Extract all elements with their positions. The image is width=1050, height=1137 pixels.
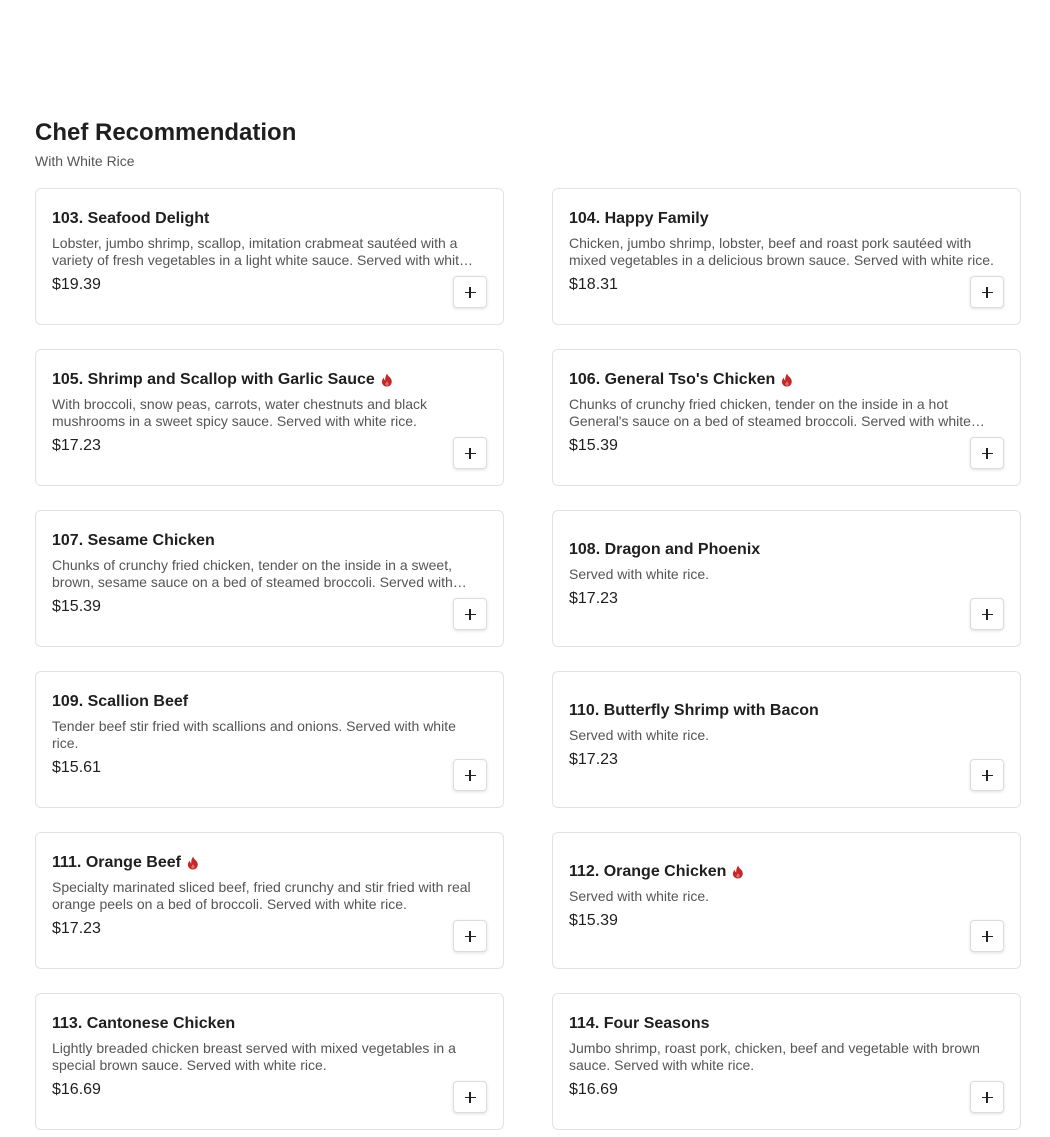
menu-item-name: 103. Seafood Delight (52, 210, 210, 227)
menu-item-name: 107. Sesame Chicken (52, 532, 215, 549)
menu-item-name: 112. Orange Chicken (569, 862, 727, 880)
plus-icon (982, 1092, 993, 1103)
menu-item-price: $17.23 (569, 750, 618, 768)
add-to-cart-button[interactable] (453, 437, 487, 469)
plus-icon (465, 931, 476, 942)
menu-item-name-row (52, 1013, 487, 1035)
add-to-cart-button[interactable] (970, 437, 1004, 469)
menu-item-name: 114. Four Seasons (569, 1015, 710, 1032)
menu-item-name: 110. Butterfly Shrimp with Bacon (569, 701, 819, 719)
menu-item-description: Lobster, jumbo shrimp, scallop, imitation crabmeat sautéed with a variety of fresh vegetables in a light white sauce. Served with white (52, 235, 467, 268)
add-to-cart-button[interactable] (453, 1081, 487, 1113)
menu-item-name: 106. General Tso's Chicken (569, 371, 776, 388)
plus-icon (465, 609, 476, 620)
section-title: Chef Recommendation (35, 119, 297, 146)
menu-item-description: Lightly breaded chicken breast served with mixed vegetables in a special brown sauce. Served with white rice. (52, 1040, 456, 1073)
menu-item-card[interactable] (35, 188, 504, 325)
flame-icon (732, 865, 744, 879)
plus-icon (982, 448, 993, 459)
menu-item-name-row (52, 208, 487, 230)
menu-item-name: 113. Cantonese Chicken (52, 1015, 236, 1032)
menu-item-name-row (52, 530, 487, 552)
add-to-cart-button[interactable] (453, 920, 487, 952)
menu-item-description: Jumbo shrimp, roast pork, chicken, beef and vegetable with brown sauce. Served with white rice. (569, 1040, 980, 1073)
flame-icon (381, 373, 393, 387)
menu-item-description: Chicken, jumbo shrimp, lobster, beef and roast pork sautéed with mixed vegetables in a delicious brown sauce. Served with white rice. (569, 235, 994, 268)
plus-icon (982, 609, 993, 620)
menu-item-name-row (569, 861, 1004, 883)
menu-item-card[interactable] (552, 349, 1021, 486)
menu-item-name-row (52, 369, 487, 391)
menu-item-description: Chunks of crunchy fried chicken, tender on the inside in a hot General's sauce on a bed of steamed broccoli. Served with white (569, 396, 971, 429)
menu-item-grid (35, 188, 1021, 1130)
menu-item-name: 111. Orange Beef (52, 854, 181, 871)
menu-item-price: $19.39 (52, 276, 101, 293)
menu-item-description: Served with white rice. (569, 887, 710, 904)
menu-item-name-row (52, 691, 487, 713)
add-to-cart-button[interactable] (970, 759, 1004, 791)
add-to-cart-button[interactable] (453, 598, 487, 630)
flame-icon (187, 856, 199, 870)
plus-icon (465, 770, 476, 781)
menu-item-price: $17.23 (569, 589, 618, 607)
add-to-cart-button[interactable] (970, 598, 1004, 630)
plus-icon (465, 1092, 476, 1103)
menu-item-description: Tender beef stir fried with scallions and onions. Served with white rice. (52, 718, 456, 751)
menu-item-description: Served with white rice. (569, 565, 710, 582)
menu-item-price: $15.61 (52, 759, 101, 776)
plus-icon (982, 287, 993, 298)
plus-icon (465, 448, 476, 459)
add-to-cart-button[interactable] (970, 1081, 1004, 1113)
menu-section-chef-recommendation (35, 116, 1021, 1098)
menu-item-name-row (569, 700, 1004, 722)
menu-item-name: 105. Shrimp and Scallop with Garlic Sauce (52, 371, 375, 388)
flame-icon (781, 373, 793, 387)
menu-item-price: $15.39 (569, 437, 618, 454)
menu-item-name-row (569, 369, 1004, 391)
menu-item-description: With broccoli, snow peas, carrots, water chestnuts and black mushrooms in a sweet spicy sauce. Served with white rice. (52, 396, 428, 429)
add-to-cart-button[interactable] (970, 920, 1004, 952)
menu-item-description: Chunks of crunchy fried chicken, tender on the inside in a sweet, brown, sesame sauce on a bed of steamed broccoli. Served with (52, 557, 453, 590)
menu-item-name-row (52, 852, 487, 874)
menu-item-card[interactable] (35, 832, 504, 969)
add-to-cart-button[interactable] (453, 759, 487, 791)
menu-item-card[interactable] (35, 510, 504, 647)
menu-item-card[interactable] (552, 188, 1021, 325)
menu-item-price: $18.31 (569, 276, 618, 293)
menu-item-card[interactable] (35, 993, 504, 1130)
menu-item-name: 104. Happy Family (569, 210, 709, 227)
menu-item-name-row (569, 539, 1004, 561)
menu-item-name-row (569, 208, 1004, 230)
menu-item-price: $16.69 (52, 1081, 101, 1098)
menu-item-price: $17.23 (52, 920, 101, 937)
menu-item-description: Served with white rice. (569, 726, 710, 743)
menu-item-description: Specialty marinated sliced beef, fried crunchy and stir fried with real orange peels on a bed of broccoli. Served with white rice. (52, 879, 471, 912)
add-to-cart-button[interactable] (453, 276, 487, 308)
menu-item-card[interactable] (552, 510, 1021, 647)
menu-item-card[interactable] (552, 671, 1021, 808)
menu-item-price: $15.39 (569, 911, 618, 929)
menu-item-price: $15.39 (52, 598, 101, 615)
menu-item-card[interactable] (552, 832, 1021, 969)
plus-icon (465, 287, 476, 298)
menu-item-card[interactable] (35, 671, 504, 808)
menu-item-card[interactable] (35, 349, 504, 486)
menu-item-card[interactable] (552, 993, 1021, 1130)
menu-item-name-row (569, 1013, 1004, 1035)
section-subtitle: With White Rice (35, 153, 135, 169)
menu-item-price: $17.23 (52, 437, 101, 454)
menu-item-name: 108. Dragon and Phoenix (569, 540, 761, 558)
add-to-cart-button[interactable] (970, 276, 1004, 308)
menu-item-price: $16.69 (569, 1081, 618, 1098)
plus-icon (982, 931, 993, 942)
menu-item-name: 109. Scallion Beef (52, 693, 189, 710)
plus-icon (982, 770, 993, 781)
